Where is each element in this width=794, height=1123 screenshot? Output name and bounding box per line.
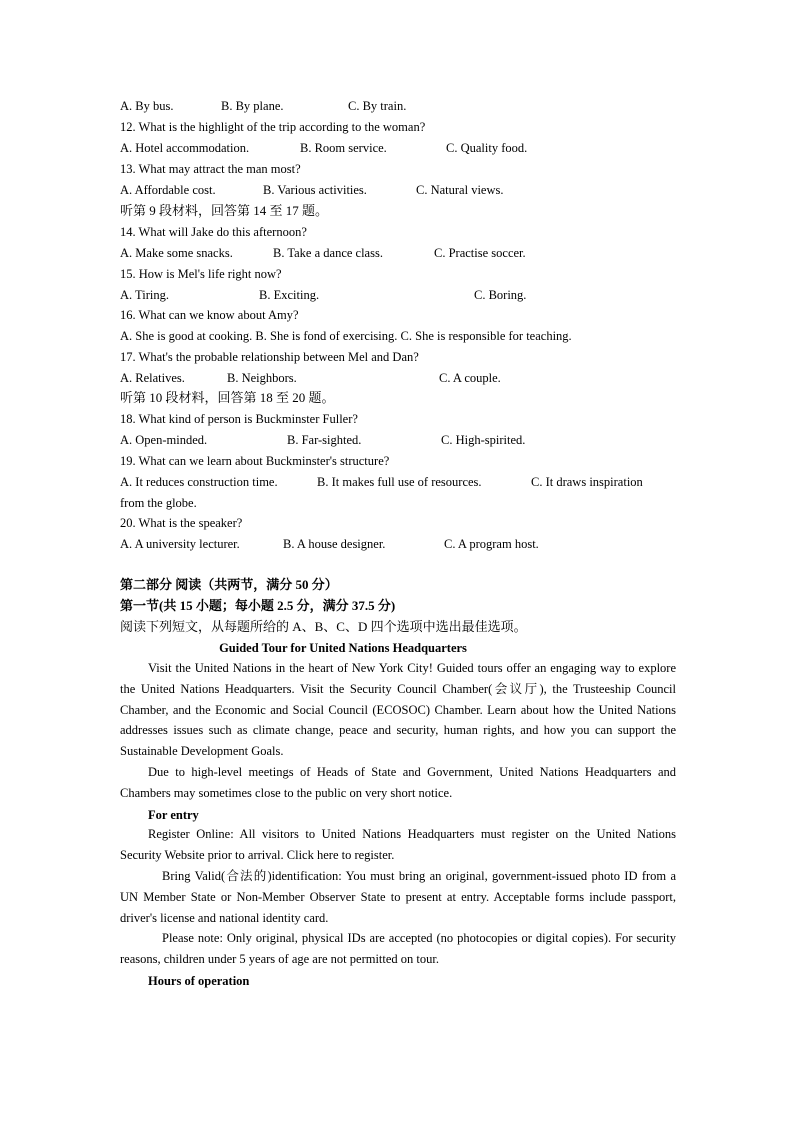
- entry-heading: For entry: [148, 808, 199, 822]
- q16-question: 16. What can we know about Amy?: [120, 308, 299, 322]
- q12-option-b: B. Room service.: [300, 141, 387, 155]
- q13-option-c: C. Natural views.: [416, 183, 504, 197]
- passage-paragraph-3: Register Online: All visitors to United Nations Headquarters must register on the United Nations Security Website prior to arrival. Click here to register.: [120, 827, 676, 862]
- q12-question: 12. What is the highlight of the trip according to the woman?: [120, 120, 426, 134]
- section-9-instruction: 听第 9 段材料，回答第 14 至 17 题。: [120, 203, 329, 218]
- q14-option-a: A. Make some snacks.: [120, 246, 233, 260]
- q16-options: A. She is good at cooking. B. She is fond of exercising. C. She is responsible for teaching.: [120, 329, 572, 343]
- q13-option-a: A. Affordable cost.: [120, 183, 216, 197]
- q15-option-a: A. Tiring.: [120, 288, 169, 302]
- q13-option-b: B. Various activities.: [263, 183, 367, 197]
- q19-option-c: C. It draws inspiration: [531, 475, 643, 489]
- passage-paragraph-4: Bring Valid(合法的)identification: You must bring an original, government-issued photo ID from a UN Member State or Non-Member Observer State to present at entry. Acceptable forms include passport, driver's license and national identity card.: [120, 869, 676, 925]
- passage-title: Guided Tour for United Nations Headquarters: [219, 641, 467, 655]
- q15-option-b: B. Exciting.: [259, 288, 320, 302]
- q18-option-b: B. Far-sighted.: [287, 433, 362, 447]
- q12-option-c: C. Quality food.: [446, 141, 528, 155]
- q18-option-c: C. High-spirited.: [441, 433, 526, 447]
- q17-option-b: B. Neighbors.: [227, 371, 297, 385]
- section-10-instruction: 听第 10 段材料，回答第 18 至 20 题。: [120, 390, 335, 405]
- q11-option-c: C. By train.: [348, 99, 407, 113]
- passage-paragraph-1: Visit the United Nations in the heart of New York City! Guided tours offer an engaging way to explore the United Nations Headquarters. Visit the Security Council Chamber(会议厅), the Trusteeship Council Chamber, and the Economic and Social Council (ECOSOC) Chamber. Learn about how the United Nations addresses issues such as climate change, peace and security, human rights, and how you can support the Sustainable Development Goals.: [120, 661, 676, 759]
- part-heading: 第二部分 阅读（共两节，满分 50 分）: [120, 577, 338, 592]
- q11-option-a: A. By bus.: [120, 99, 174, 113]
- q20-option-a: A. A university lecturer.: [120, 537, 240, 551]
- q18-option-a: A. Open-minded.: [120, 433, 208, 447]
- q20-option-c: C. A program host.: [444, 537, 539, 551]
- q17-option-a: A. Relatives.: [120, 371, 185, 385]
- q20-option-b: B. A house designer.: [283, 537, 386, 551]
- q19-option-c-continuation: from the globe.: [120, 496, 197, 510]
- q18-question: 18. What kind of person is Buckminster Fuller?: [120, 412, 358, 426]
- q11-option-b: B. By plane.: [221, 99, 284, 113]
- q17-question: 17. What's the probable relationship between Mel and Dan?: [120, 350, 419, 364]
- q17-option-c: C. A couple.: [439, 371, 501, 385]
- passage-paragraph-2: Due to high-level meetings of Heads of State and Government, United Nations Headquarters and Chambers may sometimes close to the public on very short notice.: [120, 765, 676, 800]
- q19-option-b: B. It makes full use of resources.: [317, 475, 482, 489]
- q12-option-a: A. Hotel accommodation.: [120, 141, 250, 155]
- q14-option-b: B. Take a dance class.: [273, 246, 383, 260]
- section-heading: 第一节(共 15 小题；每小题 2.5 分，满分 37.5 分): [120, 598, 396, 613]
- q14-question: 14. What will Jake do this afternoon?: [120, 225, 307, 239]
- q19-option-a: A. It reduces construction time.: [120, 475, 278, 489]
- q15-question: 15. How is Mel's life right now?: [120, 267, 282, 281]
- passage-paragraph-5: Please note: Only original, physical IDs are accepted (no photocopies or digital copies). For security reasons, children under 5 years of age are not permitted on tour.: [120, 931, 676, 966]
- hours-heading: Hours of operation: [148, 974, 250, 988]
- q20-question: 20. What is the speaker?: [120, 516, 243, 530]
- q13-question: 13. What may attract the man most?: [120, 162, 301, 176]
- q14-option-c: C. Practise soccer.: [434, 246, 526, 260]
- reading-instruction: 阅读下列短文，从每题所给的 A、B、C、D 四个选项中选出最佳选项。: [120, 619, 527, 634]
- q15-option-c: C. Boring.: [474, 288, 527, 302]
- q19-question: 19. What can we learn about Buckminster's structure?: [120, 454, 390, 468]
